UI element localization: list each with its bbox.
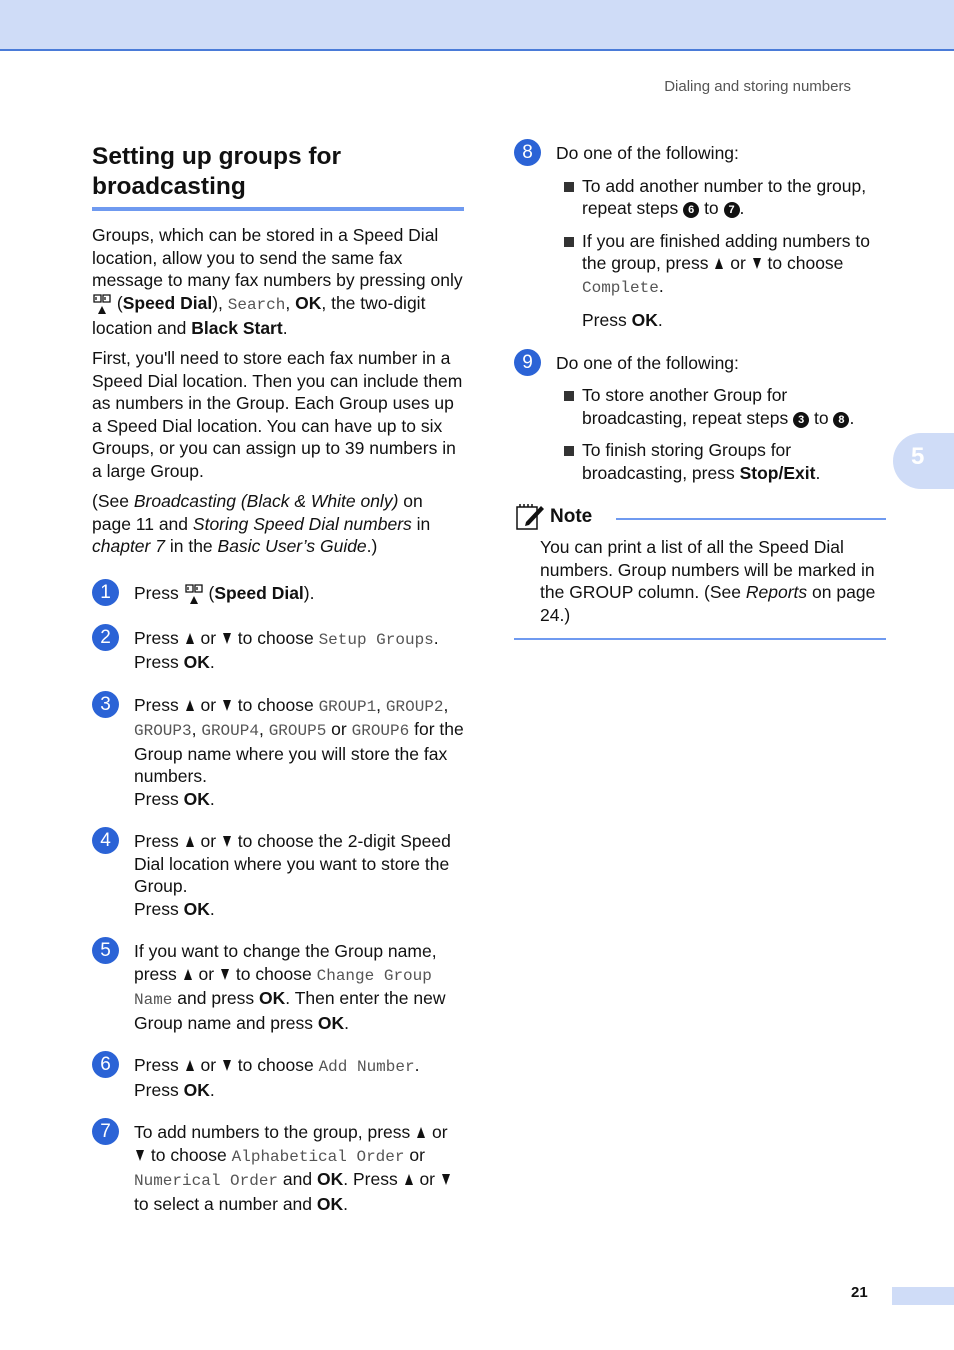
down-arrow-icon [223,633,231,644]
down-arrow-icon [442,1174,450,1185]
step-8: 8 Do one of the following: [514,142,886,165]
step-6: 6 Press or to choose Add Number. Press OK. [92,1054,464,1101]
note-rule [616,518,886,520]
up-arrow-icon [405,1174,413,1185]
step-number: 6 [92,1051,119,1078]
step-8-bullet-2: If you are finished adding numbers to the group, press or to choose Complete. Press OK. [556,230,886,332]
down-arrow-icon [753,258,761,269]
footer-band [892,1287,954,1305]
note-body: You can print a list of all the Speed Dial numbers. Group numbers will be marked in the GROUP column. (See Reports on page 24.) [540,537,876,625]
bullet-square-icon [564,182,574,192]
note-bottom-rule [514,638,886,640]
up-arrow-icon [184,969,192,980]
bullet-square-icon [564,391,574,401]
up-arrow-icon [417,1127,425,1138]
intro-paragraph-1: Groups, which can be stored in a Speed Dial location, allow you to send the same fax message to many fax numbers by pressing only (Speed Dial), Search, OK, the two-digit location and Black Start. [92,225,463,338]
down-arrow-icon [136,1150,144,1161]
step-ref-badge: 3 [793,412,809,428]
up-arrow-icon [186,700,194,711]
up-arrow-icon [186,1060,194,1071]
section-heading: Setting up groups for broadcasting [92,143,342,200]
speed-dial-icon [92,293,112,317]
step-number: 2 [92,624,119,651]
speed-dial-icon [184,583,204,607]
top-band [0,0,954,51]
step-9: 9 Do one of the following: [514,352,886,375]
step-2: 2 Press or to choose Setup Groups. Press OK. [92,627,464,674]
step-number: 3 [92,691,119,718]
chapter-tab: 5 [893,433,954,489]
step-4: 4 Press or to choose the 2-digit Speed Dial location where you want to store the Group. Press OK. [92,830,464,920]
step-ref-badge: 8 [833,412,849,428]
step-ref-badge: 6 [683,202,699,218]
right-column [514,142,886,640]
intro-paragraph-3: (See Broadcasting (Black & White only) on page 11 and Storing Speed Dial numbers in chapter 7 in the Basic User’s Guide.) [92,491,431,556]
step-5: 5 If you want to change the Group name, press or to choose Change Group Name and press OK. Then enter the new Group name and press OK. [92,940,464,1034]
running-head: Dialing and storing numbers [664,78,851,95]
intro-paragraph-2: First, you'll need to store each fax number in a Speed Dial location. Then you can include them as numbers in the Group. Each Group uses up a Speed Dial location. You can have up to six Groups, or you can assign up to 39 numbers in a large Group. [92,348,463,481]
step-number: 5 [92,937,119,964]
step-number: 4 [92,827,119,854]
step-1: 1 Press (Speed Dial). [92,582,464,607]
up-arrow-icon [715,258,723,269]
up-arrow-icon [186,836,194,847]
note-header [514,502,886,532]
step-number: 9 [514,349,541,376]
note-box [514,502,886,640]
step-8-bullet-1: To add another number to the group, repeat steps 6 to 7 . [556,175,886,220]
down-arrow-icon [221,969,229,980]
step-9-bullet-2: To finish storing Groups for broadcasting, press Stop/Exit. [556,439,886,484]
down-arrow-icon [223,700,231,711]
bullet-square-icon [564,237,574,247]
down-arrow-icon [223,836,231,847]
note-pencil-icon [514,502,546,532]
note-title: Note [550,505,593,527]
step-ref-badge: 7 [724,202,740,218]
step-7: 7 To add numbers to the group, press or to choose Alphabetical Order or Numerical Order and OK. Press or to select a number and OK. [92,1121,464,1215]
step-3: 3 Press or to choose GROUP1, GROUP2, GROUP3, GROUP4, GROUP5 or GROUP6 for the Group name where you will store the fax numbers. Press OK. [92,694,464,811]
down-arrow-icon [223,1060,231,1071]
page-number: 21 [851,1284,868,1301]
step-number: 8 [514,139,541,166]
left-column [92,142,464,1235]
step-number: 1 [92,579,119,606]
heading-rule [92,207,464,211]
bullet-square-icon [564,446,574,456]
up-arrow-icon [186,633,194,644]
step-9-bullet-1: To store another Group for broadcasting, repeat steps 3 to 8 . [556,384,886,429]
step-number: 7 [92,1118,119,1145]
